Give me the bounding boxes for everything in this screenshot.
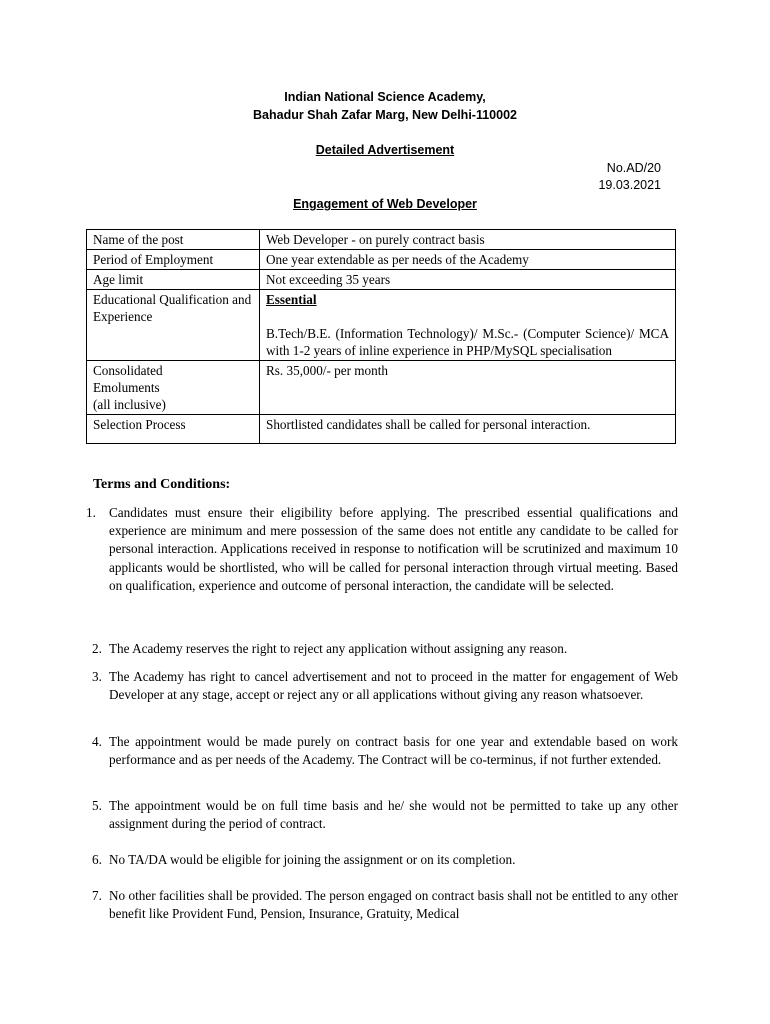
term-number: 5.: [92, 798, 102, 813]
term-text: The appointment would be made purely on contract basis for one year and extendable based on work performance and as per needs of the Academy. The Contract will be co-terminus, if not further extended.: [109, 734, 678, 768]
org-address: Bahadur Shah Zafar Marg, New Delhi-110002: [253, 108, 517, 122]
qualification-cell: [260, 290, 676, 361]
post-name-value: Web Developer - on purely contract basis: [260, 230, 676, 250]
subject-heading: Engagement of Web Developer: [293, 197, 477, 211]
term-item-2: [92, 640, 678, 658]
term-item-4: [92, 733, 678, 769]
term-item-5: [92, 797, 678, 833]
reference-number: No.AD/20: [606, 161, 661, 175]
term-item-6: [92, 851, 678, 869]
table-row: [87, 250, 676, 270]
period-label: Period of Employment: [87, 250, 260, 270]
table-row: [87, 270, 676, 290]
term-number: 3.: [92, 669, 102, 684]
term-number: 2.: [92, 641, 102, 656]
emoluments-label-line2: Emoluments: [93, 380, 160, 395]
post-name-label: Name of the post: [87, 230, 260, 250]
emoluments-label-line3: (all inclusive): [93, 397, 166, 412]
essential-heading: Essential: [266, 292, 317, 307]
term-text: The Academy reserves the right to reject any application without assigning any reason.: [109, 641, 568, 656]
term-text: The Academy has right to cancel advertisement and not to proceed in the matter for engagement of Web Developer at any stage, accept or reject any or all applications without giving any reason whatsoever.: [109, 669, 678, 703]
document-date: 19.03.2021: [598, 178, 661, 192]
org-name: Indian National Science Academy,: [284, 90, 486, 104]
term-item-1: [86, 504, 678, 595]
selection-label: Selection Process: [87, 415, 260, 444]
table-row: [87, 230, 676, 250]
term-number: 7.: [92, 888, 102, 903]
term-text: Candidates must ensure their eligibility before applying. The prescribed essential qualifications and experience are minimum and mere possession of the same does not entitle any candidate to be called for personal interaction. Applications received in response to notification will be scrutinized and maximum 10 applicants would be shortlisted, who will be called for personal interaction through virtual meeting. Based on qualification, experience and outcome of personal interaction, the candidate will be selected.: [109, 505, 678, 593]
table-row: [87, 290, 676, 361]
terms-heading: Terms and Conditions:: [93, 477, 231, 492]
document-title: Detailed Advertisement: [315, 143, 455, 157]
emoluments-label: [87, 361, 260, 415]
term-text: The appointment would be on full time basis and he/ she would not be permitted to take up any other assignment during the period of contract.: [109, 798, 678, 832]
period-value: One year extendable as per needs of the Academy: [260, 250, 676, 270]
age-limit-label: Age limit: [87, 270, 260, 290]
term-item-7: [92, 887, 678, 923]
age-limit-value: Not exceeding 35 years: [260, 270, 676, 290]
details-table: [86, 229, 676, 444]
term-item-3: [92, 668, 678, 704]
term-text: No TA/DA would be eligible for joining the assignment or on its completion.: [109, 852, 516, 867]
qualification-label: Educational Qualification and Experience: [87, 290, 260, 361]
term-number: 6.: [92, 852, 102, 867]
term-text: No other facilities shall be provided. The person engaged on contract basis shall not be entitled to any other benefit like Provident Fund, Pension, Insurance, Gratuity, Medical: [109, 888, 678, 922]
emoluments-value: Rs. 35,000/- per month: [260, 361, 676, 415]
term-number: 1.: [86, 505, 96, 520]
emoluments-label-line1: Consolidated: [93, 363, 163, 378]
qualification-value: B.Tech/B.E. (Information Technology)/ M.Sc.- (Computer Science)/ MCA with 1-2 years of inline experience in PHP/MySQL specialisation: [266, 326, 669, 358]
selection-value: Shortlisted candidates shall be called for personal interaction.: [260, 415, 676, 444]
table-row: [87, 415, 676, 444]
table-row: [87, 361, 676, 415]
term-number: 4.: [92, 734, 102, 749]
